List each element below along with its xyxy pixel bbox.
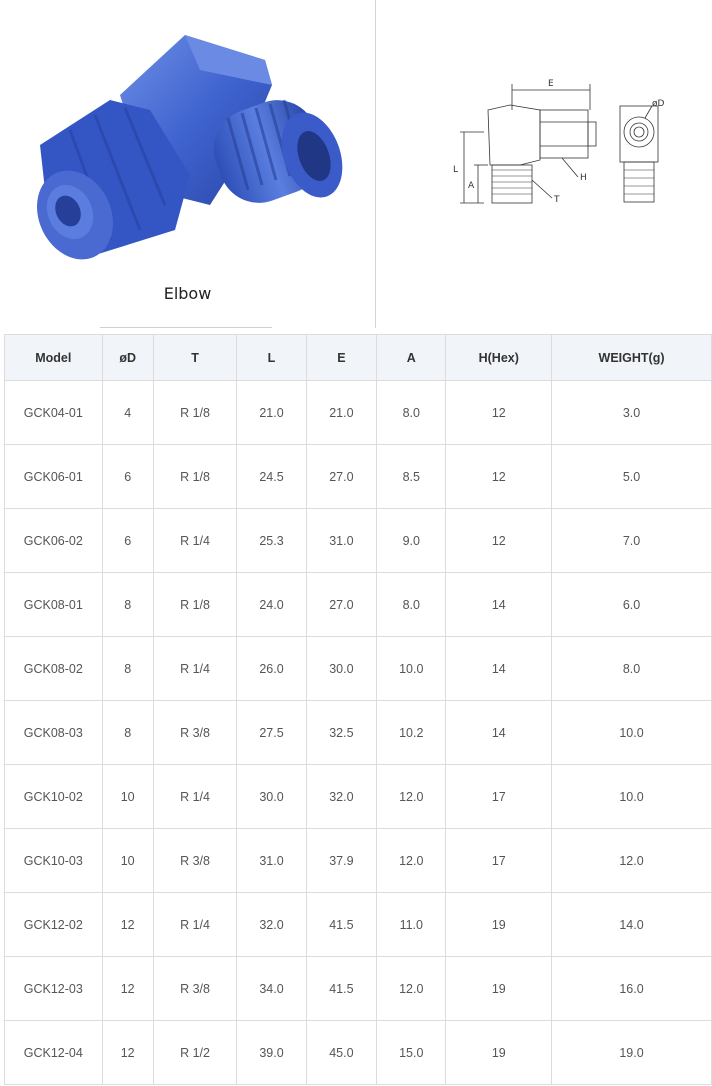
table-cell: 10 [102,829,153,893]
table-cell: 19 [446,1021,552,1085]
table-cell: R 1/4 [153,509,236,573]
table-cell: 39.0 [237,1021,306,1085]
table-cell: 8.0 [377,381,446,445]
table-cell: 27.0 [306,445,376,509]
table-cell: GCK10-03 [5,829,103,893]
table-cell: 3.0 [552,381,712,445]
dim-label-d: øD [652,99,665,109]
table-cell: 9.0 [377,509,446,573]
table-row [5,509,712,573]
table-cell: 11.0 [377,893,446,957]
table-cell: 26.0 [237,637,306,701]
header-divider [375,0,376,328]
table-cell: 15.0 [377,1021,446,1085]
table-cell: 6 [102,445,153,509]
table-header-row [5,335,712,381]
table-cell: 8.5 [377,445,446,509]
table-cell: 10.2 [377,701,446,765]
elbow-fitting-photo [0,0,375,275]
table-cell: 17 [446,829,552,893]
column-header: T [153,335,236,381]
table-cell: 10.0 [377,637,446,701]
table-cell: GCK08-02 [5,637,103,701]
table-cell: 34.0 [237,957,306,1021]
table-cell: R 3/8 [153,701,236,765]
table-cell: 24.0 [237,573,306,637]
dim-label-l: L [453,165,459,175]
table-cell: 8.0 [377,573,446,637]
column-header: A [377,335,446,381]
table-cell: 41.5 [306,957,376,1021]
table-cell: 8 [102,637,153,701]
column-header: L [237,335,306,381]
dim-label-h: H [580,173,587,183]
dimension-drawing [440,70,680,220]
table-cell: 24.5 [237,445,306,509]
table-cell: 7.0 [552,509,712,573]
table-cell: 14 [446,637,552,701]
table-cell: GCK10-02 [5,765,103,829]
table-cell: 12 [446,381,552,445]
table-cell: 12.0 [552,829,712,893]
table-cell: GCK12-04 [5,1021,103,1085]
product-caption: Elbow [163,284,212,303]
product-header [0,0,712,330]
table-cell: 32.0 [237,893,306,957]
table-cell: 6 [102,509,153,573]
table-cell: R 3/8 [153,829,236,893]
table-cell: 31.0 [237,829,306,893]
table-cell: 31.0 [306,509,376,573]
table-cell: GCK12-02 [5,893,103,957]
table-cell: 32.0 [306,765,376,829]
table-row [5,765,712,829]
dim-label-e: E [548,79,554,89]
table-cell: 4 [102,381,153,445]
table-cell: 21.0 [306,381,376,445]
table-cell: R 1/2 [153,1021,236,1085]
table-cell: 30.0 [237,765,306,829]
table-cell: 12 [102,893,153,957]
column-header: E [306,335,376,381]
table-cell: 17 [446,765,552,829]
table-cell: 8.0 [552,637,712,701]
spec-table [4,334,712,1085]
table-row [5,893,712,957]
table-cell: R 1/8 [153,381,236,445]
table-cell: GCK06-02 [5,509,103,573]
table-cell: 27.5 [237,701,306,765]
table-row [5,637,712,701]
table-cell: 10.0 [552,765,712,829]
table-cell: 30.0 [306,637,376,701]
table-cell: 5.0 [552,445,712,509]
table-cell: 19.0 [552,1021,712,1085]
table-cell: 16.0 [552,957,712,1021]
table-cell: R 1/4 [153,765,236,829]
table-cell: 32.5 [306,701,376,765]
table-cell: 19 [446,957,552,1021]
table-cell: R 1/4 [153,637,236,701]
table-cell: 10 [102,765,153,829]
table-cell: 14.0 [552,893,712,957]
table-cell: GCK08-01 [5,573,103,637]
table-cell: 19 [446,893,552,957]
table-cell: 10.0 [552,701,712,765]
table-cell: 12 [102,1021,153,1085]
table-cell: 12 [102,957,153,1021]
table-cell: 8 [102,701,153,765]
table-cell: 6.0 [552,573,712,637]
table-cell: R 1/8 [153,573,236,637]
table-row [5,381,712,445]
column-header: Model [5,335,103,381]
table-row [5,445,712,509]
table-cell: GCK04-01 [5,381,103,445]
column-header: øD [102,335,153,381]
table-cell: R 3/8 [153,957,236,1021]
table-cell: R 1/8 [153,445,236,509]
table-row [5,701,712,765]
caption-underline [100,327,272,328]
table-cell: 14 [446,701,552,765]
dim-label-a: A [468,181,475,191]
table-cell: 25.3 [237,509,306,573]
table-cell: GCK12-03 [5,957,103,1021]
table-row [5,1021,712,1085]
table-cell: R 1/4 [153,893,236,957]
table-cell: 21.0 [237,381,306,445]
table-cell: 12.0 [377,829,446,893]
table-row [5,573,712,637]
table-cell: 45.0 [306,1021,376,1085]
table-row [5,829,712,893]
table-row [5,957,712,1021]
column-header: H(Hex) [446,335,552,381]
table-cell: 37.9 [306,829,376,893]
table-cell: 27.0 [306,573,376,637]
table-cell: 14 [446,573,552,637]
column-header: WEIGHT(g) [552,335,712,381]
table-cell: GCK08-03 [5,701,103,765]
dim-label-t: T [554,195,560,205]
table-cell: 8 [102,573,153,637]
table-cell: 12.0 [377,957,446,1021]
table-cell: 12 [446,509,552,573]
table-cell: 12 [446,445,552,509]
table-cell: 12.0 [377,765,446,829]
table-body [5,381,712,1085]
table-cell: 41.5 [306,893,376,957]
table-cell: GCK06-01 [5,445,103,509]
